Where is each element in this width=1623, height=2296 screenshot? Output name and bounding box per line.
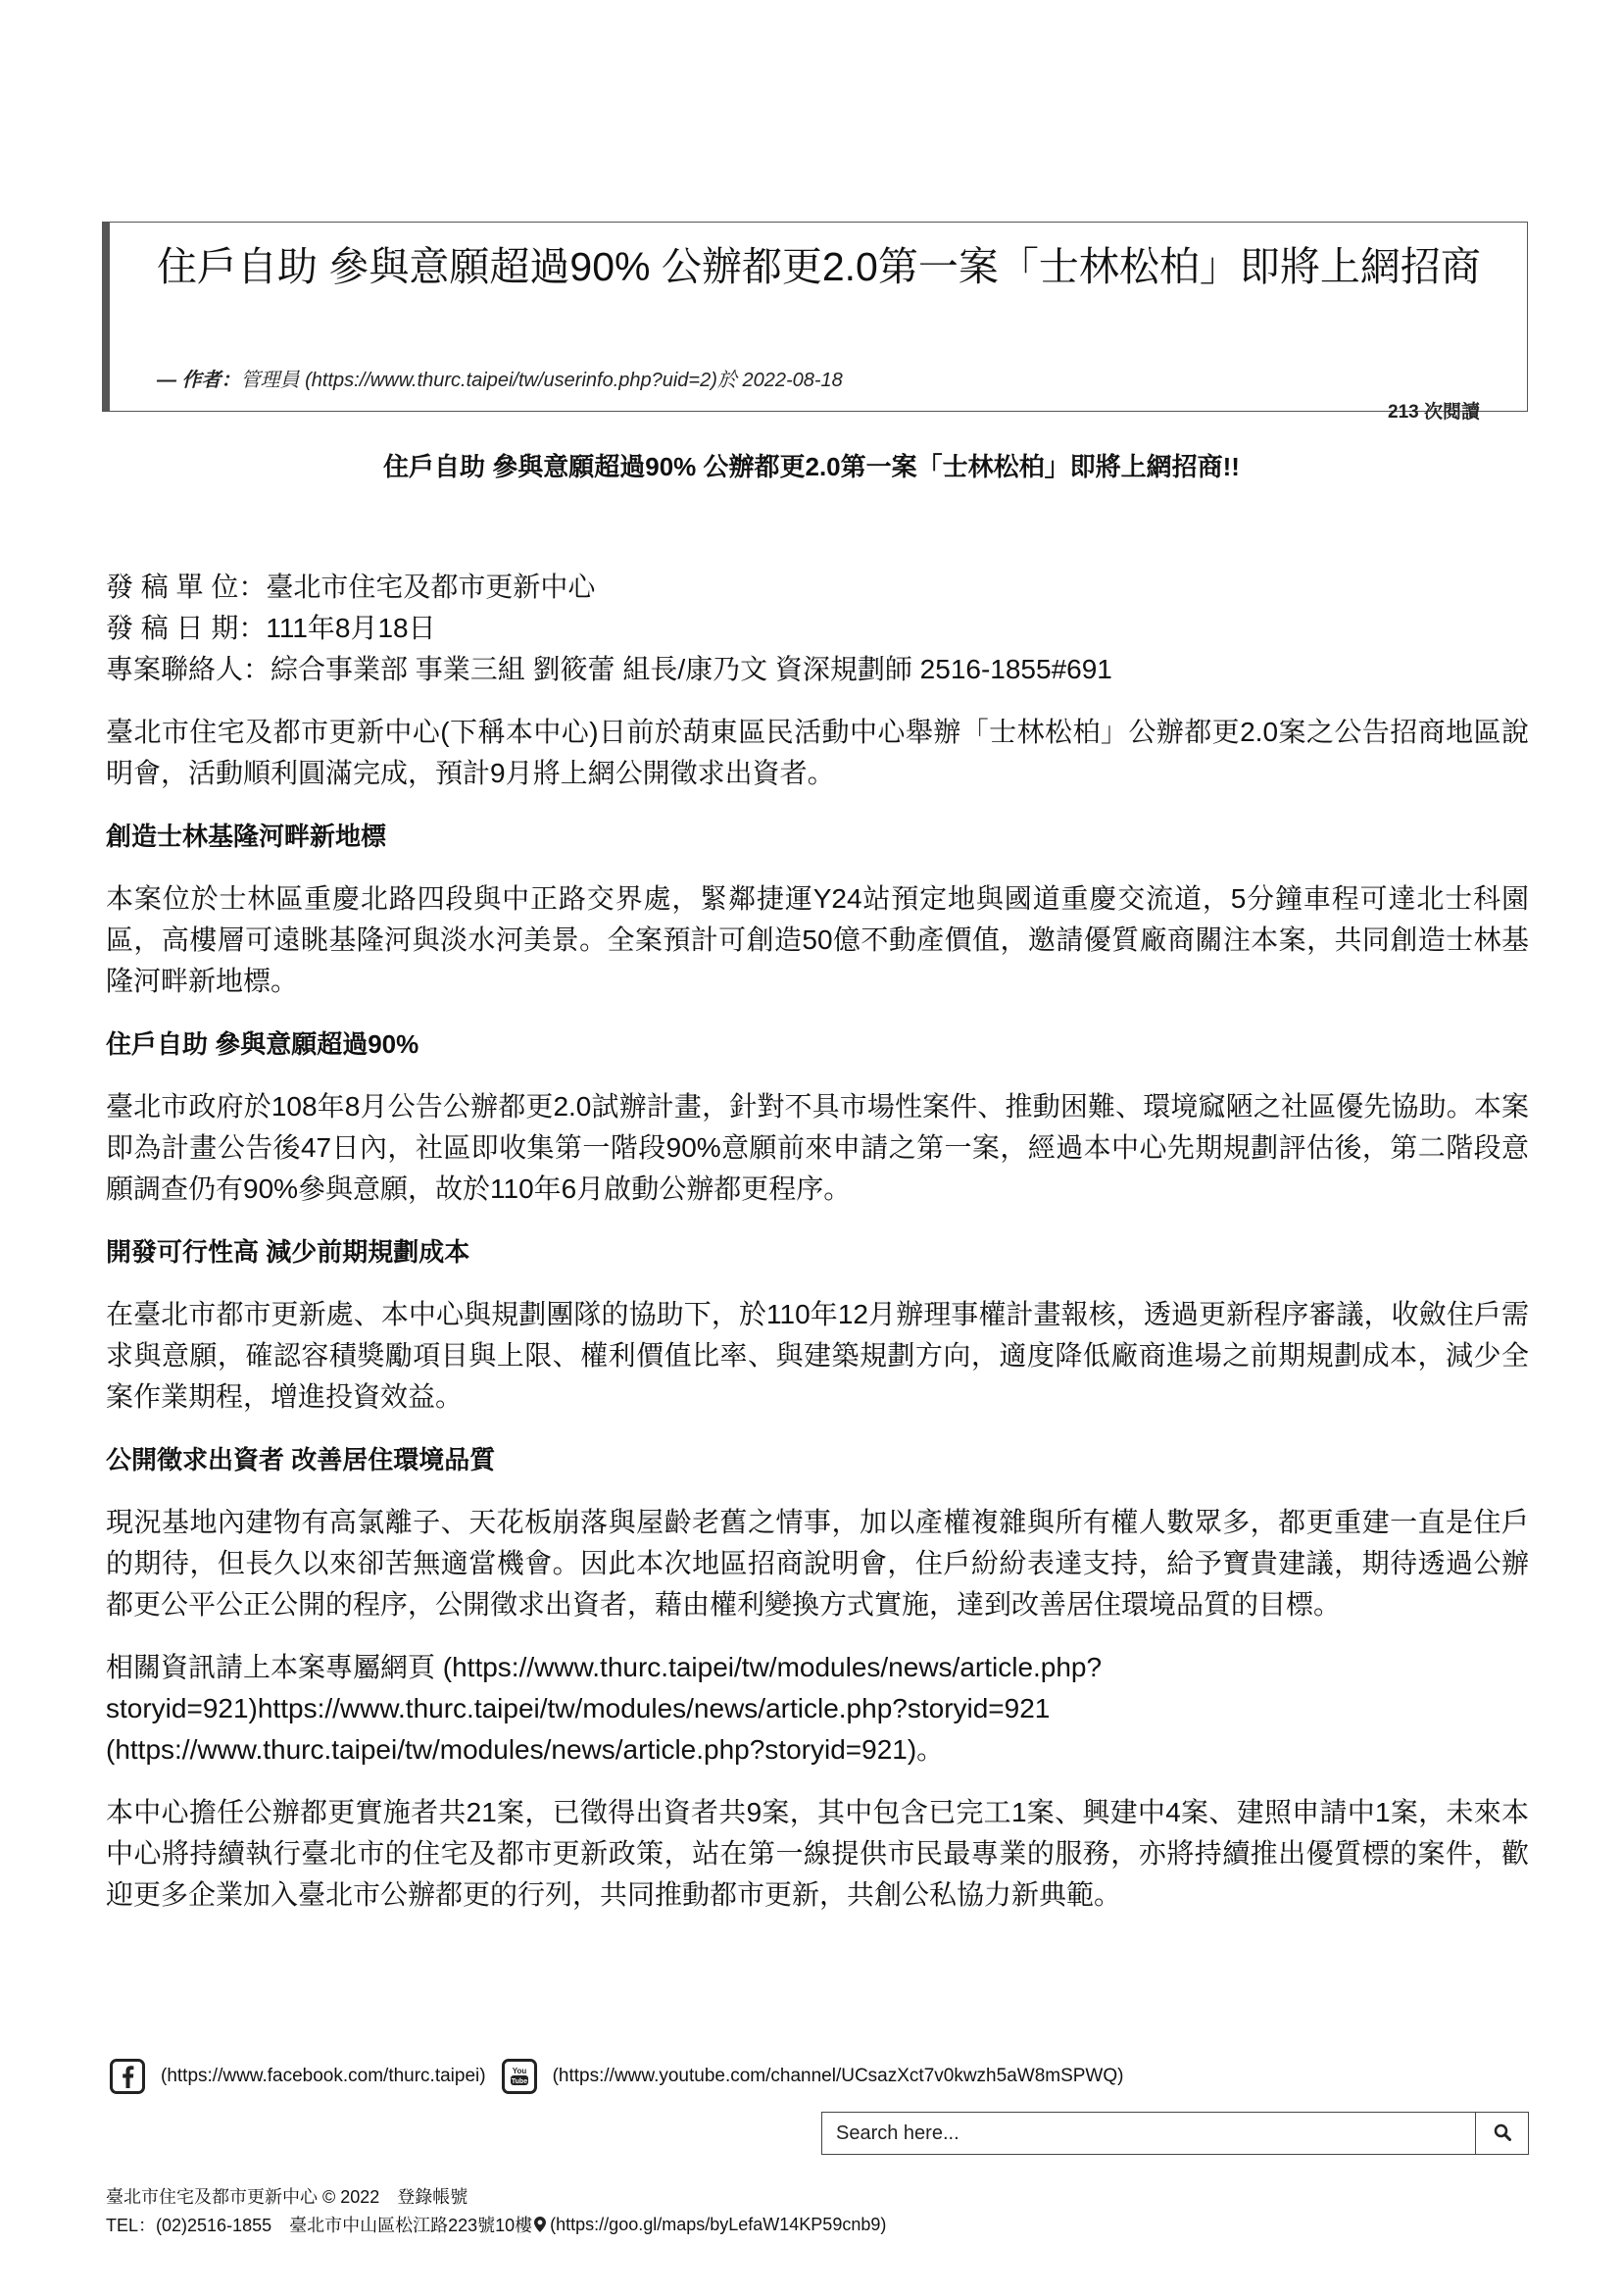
social-links <box>110 2057 1139 2096</box>
search-button[interactable] <box>1475 2113 1528 2154</box>
publish-date: 2022-08-18 <box>742 370 843 391</box>
copyright: 臺北市住宅及都市更新中心 © 2022 登錄帳號 <box>106 2187 468 2207</box>
section-heading: 創造士林基隆河畔新地標 <box>106 822 387 851</box>
byline-prefix: — 作者： <box>157 370 241 391</box>
related-link-line[interactable]: storyid=921)https://www.thurc.taipei/tw/modules/news/article.php?storyid=921 <box>106 1693 1051 1723</box>
facebook-icon[interactable] <box>110 2059 145 2094</box>
map-link[interactable]: (https://goo.gl/maps/byLefaW14KP59cnb9) <box>550 2214 887 2234</box>
article-body <box>106 567 1529 1916</box>
contact-text: TEL：(02)2516-1855 臺北市中山區松江路223號10樓 <box>106 2216 533 2235</box>
related-link-line[interactable]: 相關資訊請上本案專屬網頁 (https://www.thurc.taipei/tw/modules/news/article.php? <box>106 1652 1103 1682</box>
section-paragraph: 臺北市政府於108年8月公告公辦都更2.0試辦計畫，針對不具市場性案件、推動困難、環境窳陋之社區優先協助。本案即為計畫公告後47日內，社區即收集第一階段90%意願前來申請之第一案，經過本中心先期規劃評估後，第二階段意願調查仍有90%參與意願，故於110年6月啟動公辦都更程序。 <box>106 1091 1529 1204</box>
contact-info <box>106 2212 886 2237</box>
read-count: 213 次閱讀 <box>1388 402 1480 423</box>
youtube-link[interactable]: (https://www.youtube.com/channel/UCsazXct7v0kwzh5aW8mSPWQ) <box>552 2066 1124 2086</box>
youtube-icon[interactable] <box>502 2059 537 2094</box>
meta-unit: 發 稿 單 位：臺北市住宅及都市更新中心 <box>106 572 596 602</box>
closing-paragraph: 本中心擔任公辦都更實施者共21案，已徵得出資者共9案，其中包含已完工1案、興建中4案、建照申請中1案，未來本中心將持續執行臺北市的住宅及都市更新政策，站在第一線提供市民最專業的服務，亦將持續推出優質標的案件，歡迎更多企業加入臺北市公辦都更的行列，共同推動都市更新，共創公私協力新典範。 <box>106 1797 1529 1910</box>
article-subtitle: 住戶自助 參與意願超過90% 公辦都更2.0第一案「士林松柏」即將上網招商!! <box>383 452 1240 481</box>
facebook-link[interactable]: (https://www.facebook.com/thurc.taipei) <box>161 2066 486 2086</box>
section-paragraph: 本案位於士林區重慶北路四段與中正路交界處，緊鄰捷運Y24站預定地與國道重慶交流道，5分鐘車程可達北士科園區，高樓層可遠眺基隆河與淡水河美景。全案預計可創造50億不動產價值，邀請優質廠商關注本案，共同創造士林基隆河畔新地標。 <box>106 883 1529 996</box>
page-title: 住戶自助 參與意願超過90% 公辦都更2.0第一案「士林松柏」即將上網招商 <box>157 244 1481 289</box>
meta-contact: 專案聯絡人：綜合事業部 事業三組 劉筱蕾 組長/康乃文 資深規劃師 2516-1855#691 <box>106 654 1112 684</box>
search-bar <box>821 2112 1529 2155</box>
svg-text:You: You <box>512 2067 526 2075</box>
article-header <box>102 222 1528 423</box>
related-link-line[interactable]: (https://www.thurc.taipei/tw/modules/news/article.php?storyid=921)。 <box>106 1734 945 1765</box>
author-link[interactable]: 管理員 (https://www.thurc.taipei/tw/userinfo.php?uid=2) <box>240 370 717 391</box>
svg-text:Tube: Tube <box>511 2078 527 2085</box>
byline-date-prefix: 於 <box>716 370 743 391</box>
meta-date: 發 稿 日 期：111年8月18日 <box>106 613 436 643</box>
section-heading: 住戶自助 參與意願超過90% <box>106 1029 419 1059</box>
search-icon <box>1494 2123 1511 2144</box>
section-heading: 公開徵求出資者 改善居住環境品質 <box>106 1445 496 1474</box>
map-pin-icon <box>534 2217 546 2232</box>
section-heading: 開發可行性高 減少前期規劃成本 <box>106 1237 470 1267</box>
byline <box>157 364 843 392</box>
search-input[interactable] <box>822 2113 1475 2154</box>
section-paragraph: 在臺北市都市更新處、本中心與規劃團隊的協助下，於110年12月辦理事權計畫報核，透過更新程序審議，收斂住戶需求與意願，確認容積獎勵項目與上限、權利價值比率、與建築規劃方向，適度降低廠商進場之前期規劃成本，減少全案作業期程，增進投資效益。 <box>106 1299 1529 1412</box>
intro-paragraph: 臺北市住宅及都市更新中心(下稱本中心)日前於葫東區民活動中心舉辦「士林松柏」公辦都更2.0案之公告招商地區說明會，活動順利圓滿完成，預計9月將上網公開徵求出資者。 <box>106 717 1529 788</box>
section-paragraph: 現況基地內建物有高氯離子、天花板崩落與屋齡老舊之情事，加以產權複雜與所有權人數眾多，都更重建一直是住戶的期待，但長久以來卻苦無適當機會。因此本次地區招商說明會，住戶紛紛表達支持，給予寶貴建議，期待透過公辦都更公平公正公開的程序，公開徵求出資者，藉由權利變換方式實施，達到改善居住環境品質的目標。 <box>106 1507 1529 1620</box>
